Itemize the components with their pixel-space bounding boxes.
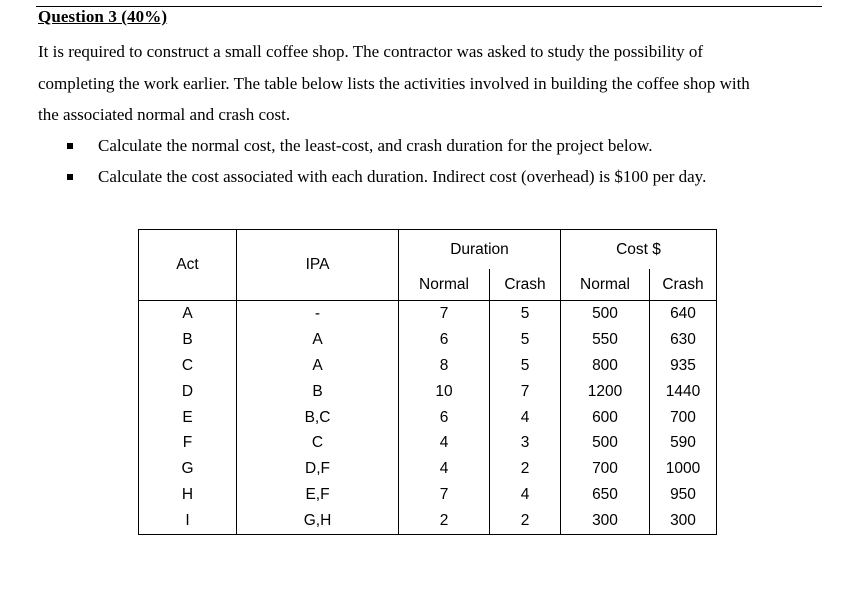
cell-duration-normal: 4 (399, 456, 490, 482)
cell-act: D (139, 379, 237, 405)
table-row (139, 430, 717, 456)
cell-duration-crash: 5 (490, 353, 561, 379)
table-row (139, 482, 717, 508)
cell-duration-normal: 7 (399, 482, 490, 508)
cell-ipa: G,H (237, 508, 399, 534)
table-row (139, 508, 717, 534)
table-row (139, 456, 717, 482)
cell-act: C (139, 353, 237, 379)
cell-act: G (139, 456, 237, 482)
cell-cost-normal: 700 (561, 456, 650, 482)
cell-act: E (139, 405, 237, 431)
cell-cost-crash: 935 (650, 353, 717, 379)
cell-cost-normal: 300 (561, 508, 650, 534)
cell-cost-normal: 800 (561, 353, 650, 379)
cell-duration-crash: 4 (490, 482, 561, 508)
activity-table (138, 229, 717, 535)
cell-cost-crash: 640 (650, 301, 717, 327)
cell-duration-crash: 2 (490, 508, 561, 534)
cell-duration-normal: 10 (399, 379, 490, 405)
table-row (139, 379, 717, 405)
header-cost-normal: Normal (561, 269, 650, 301)
cell-duration-normal: 8 (399, 353, 490, 379)
table-row (139, 301, 717, 327)
cell-cost-normal: 600 (561, 405, 650, 431)
cell-duration-crash: 2 (490, 456, 561, 482)
cell-duration-crash: 7 (490, 379, 561, 405)
header-duration: Duration (399, 230, 561, 270)
paragraph-line: It is required to construct a small coffee shop. The contractor was asked to study the possibility of (38, 42, 704, 61)
header-act: Act (139, 230, 237, 301)
header-duration-normal: Normal (399, 269, 490, 301)
task-text: Calculate the cost associated with each duration. Indirect cost (overhead) is $100 per day. (98, 167, 707, 186)
cell-cost-crash: 950 (650, 482, 717, 508)
task-item (66, 161, 706, 192)
cell-cost-normal: 500 (561, 430, 650, 456)
cell-act: F (139, 430, 237, 456)
cell-ipa: - (237, 301, 399, 327)
table-row (139, 405, 717, 431)
task-item (66, 130, 706, 161)
cell-cost-crash: 1440 (650, 379, 717, 405)
cell-cost-normal: 500 (561, 301, 650, 327)
question-paragraph (38, 36, 828, 131)
cell-duration-normal: 4 (399, 430, 490, 456)
cell-cost-crash: 1000 (650, 456, 717, 482)
cell-duration-crash: 5 (490, 301, 561, 327)
cell-ipa: E,F (237, 482, 399, 508)
cell-cost-crash: 300 (650, 508, 717, 534)
cell-cost-crash: 590 (650, 430, 717, 456)
question-heading: Question 3 (40%) (38, 7, 168, 26)
cell-duration-crash: 3 (490, 430, 561, 456)
cell-duration-normal: 2 (399, 508, 490, 534)
square-bullet-icon (67, 143, 73, 149)
cell-duration-normal: 6 (399, 405, 490, 431)
task-list (66, 130, 706, 192)
paragraph-line: completing the work earlier. The table below lists the activities involved in building the coffee shop with (38, 73, 750, 93)
cell-cost-crash: 630 (650, 327, 717, 353)
cell-duration-normal: 7 (399, 301, 490, 327)
cell-act: B (139, 327, 237, 353)
table-row (139, 353, 717, 379)
cell-duration-normal: 6 (399, 327, 490, 353)
cell-cost-normal: 550 (561, 327, 650, 353)
cell-duration-crash: 5 (490, 327, 561, 353)
cell-ipa: A (237, 327, 399, 353)
cell-cost-normal: 1200 (561, 379, 650, 405)
cell-ipa: B,C (237, 405, 399, 431)
task-text: Calculate the normal cost, the least-cost, and crash duration for the project below. (98, 136, 653, 155)
header-cost: Cost $ (561, 230, 717, 270)
header-ipa: IPA (237, 230, 399, 301)
cell-ipa: C (237, 430, 399, 456)
cell-ipa: B (237, 379, 399, 405)
cell-duration-crash: 4 (490, 405, 561, 431)
cell-act: I (139, 508, 237, 534)
cell-ipa: A (237, 353, 399, 379)
paragraph-line: the associated normal and crash cost. (38, 105, 291, 124)
cell-ipa: D,F (237, 456, 399, 482)
header-cost-crash: Crash (650, 269, 717, 301)
cell-act: A (139, 301, 237, 327)
square-bullet-icon (67, 174, 73, 180)
cell-cost-crash: 700 (650, 405, 717, 431)
header-duration-crash: Crash (490, 269, 561, 301)
cell-cost-normal: 650 (561, 482, 650, 508)
cell-act: H (139, 482, 237, 508)
table-row (139, 327, 717, 353)
